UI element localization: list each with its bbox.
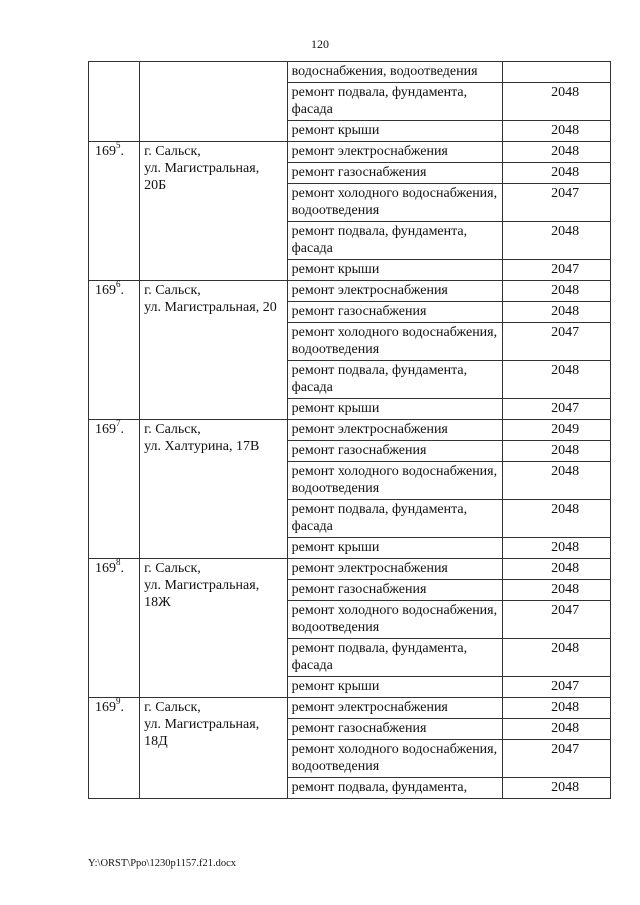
work-type-cell: ремонт газоснабжения: [287, 719, 503, 740]
year-cell: 2048: [503, 222, 611, 260]
entry-number-cell: [89, 559, 140, 698]
footer-file-path: Y:\ORST\Ppo\1230p1157.f21.docx: [88, 858, 236, 869]
work-type-cell: ремонт газоснабжения: [287, 302, 503, 323]
entry-number-superscript: 9: [116, 696, 121, 707]
year-cell: 2048: [503, 698, 611, 719]
work-type-cell: ремонт холодного водоснабжения, водоотведения: [287, 184, 503, 222]
work-type-cell: ремонт подвала, фундамента, фасада: [287, 361, 503, 399]
year-cell: 2047: [503, 740, 611, 778]
work-type-cell: ремонт подвала, фундамента, фасада: [287, 500, 503, 538]
year-cell: 2048: [503, 500, 611, 538]
address-cell: г. Сальск, ул. Магистральная, 20: [140, 281, 288, 420]
table-body: [89, 62, 611, 799]
table-row: [89, 62, 611, 83]
work-type-cell: ремонт крыши: [287, 677, 503, 698]
work-type-cell: ремонт электроснабжения: [287, 142, 503, 163]
address-cell: г. Сальск, ул. Халтурина, 17В: [140, 420, 288, 559]
work-type-cell: ремонт холодного водоснабжения, водоотведения: [287, 323, 503, 361]
entry-number: 169: [95, 144, 116, 159]
work-type-cell: ремонт электроснабжения: [287, 420, 503, 441]
year-cell: 2047: [503, 184, 611, 222]
year-cell: 2047: [503, 601, 611, 639]
work-type-cell: ремонт электроснабжения: [287, 559, 503, 580]
work-type-cell: ремонт холодного водоснабжения, водоотведения: [287, 601, 503, 639]
work-type-cell: водоснабжения, водоотведения: [287, 62, 503, 83]
year-cell: 2048: [503, 163, 611, 184]
work-type-cell: ремонт газоснабжения: [287, 580, 503, 601]
table-row: [89, 142, 611, 163]
work-type-cell: ремонт подвала, фундамента,: [287, 778, 503, 799]
work-type-cell: ремонт холодного водоснабжения, водоотведения: [287, 462, 503, 500]
entry-number: 169: [95, 561, 116, 576]
entry-number: 169: [95, 700, 116, 715]
year-cell: 2048: [503, 361, 611, 399]
year-cell: 2049: [503, 420, 611, 441]
work-type-cell: ремонт крыши: [287, 260, 503, 281]
address-cell: [140, 62, 288, 142]
work-type-cell: ремонт электроснабжения: [287, 281, 503, 302]
entry-number-dot: .: [120, 700, 124, 715]
work-type-cell: ремонт холодного водоснабжения, водоотведения: [287, 740, 503, 778]
entry-number: 169: [95, 422, 116, 437]
table-row: [89, 420, 611, 441]
entry-number-cell: [89, 420, 140, 559]
year-cell: 2048: [503, 281, 611, 302]
work-type-cell: ремонт газоснабжения: [287, 441, 503, 462]
year-cell: 2047: [503, 399, 611, 420]
year-cell: 2048: [503, 83, 611, 121]
page-number: 120: [311, 37, 329, 51]
year-cell: [503, 62, 611, 83]
year-cell: 2047: [503, 323, 611, 361]
work-type-cell: ремонт подвала, фундамента, фасада: [287, 222, 503, 260]
address-cell: г. Сальск, ул. Магистральная, 20Б: [140, 142, 288, 281]
table-row: [89, 698, 611, 719]
year-cell: 2048: [503, 639, 611, 677]
work-type-cell: ремонт газоснабжения: [287, 163, 503, 184]
entry-number-cell: [89, 281, 140, 420]
entry-number-dot: .: [120, 144, 124, 159]
address-cell: г. Сальск, ул. Магистральная, 18Ж: [140, 559, 288, 698]
year-cell: 2048: [503, 778, 611, 799]
table-row: [89, 559, 611, 580]
year-cell: 2047: [503, 260, 611, 281]
year-cell: 2048: [503, 538, 611, 559]
year-cell: 2048: [503, 719, 611, 740]
table-row: [89, 281, 611, 302]
entry-number-cell: [89, 698, 140, 799]
year-cell: 2048: [503, 580, 611, 601]
repair-schedule-table: [88, 61, 611, 799]
work-type-cell: ремонт крыши: [287, 399, 503, 420]
entry-number: 169: [95, 283, 116, 298]
entry-number-cell: [89, 62, 140, 142]
year-cell: 2048: [503, 462, 611, 500]
year-cell: 2048: [503, 121, 611, 142]
work-type-cell: ремонт подвала, фундамента, фасада: [287, 639, 503, 677]
year-cell: 2048: [503, 302, 611, 323]
entry-number-superscript: 8: [116, 557, 121, 568]
work-type-cell: ремонт крыши: [287, 538, 503, 559]
entry-number-cell: [89, 142, 140, 281]
entry-number-dot: .: [120, 561, 124, 576]
address-cell: г. Сальск, ул. Магистральная, 18Д: [140, 698, 288, 799]
entry-number-superscript: 7: [116, 418, 121, 429]
entry-number-superscript: 5: [116, 140, 121, 151]
entry-number-dot: .: [120, 283, 124, 298]
year-cell: 2047: [503, 677, 611, 698]
work-type-cell: ремонт электроснабжения: [287, 698, 503, 719]
work-type-cell: ремонт подвала, фундамента, фасада: [287, 83, 503, 121]
work-type-cell: ремонт крыши: [287, 121, 503, 142]
entry-number-superscript: 6: [116, 279, 121, 290]
year-cell: 2048: [503, 559, 611, 580]
entry-number-dot: .: [120, 422, 124, 437]
year-cell: 2048: [503, 142, 611, 163]
year-cell: 2048: [503, 441, 611, 462]
